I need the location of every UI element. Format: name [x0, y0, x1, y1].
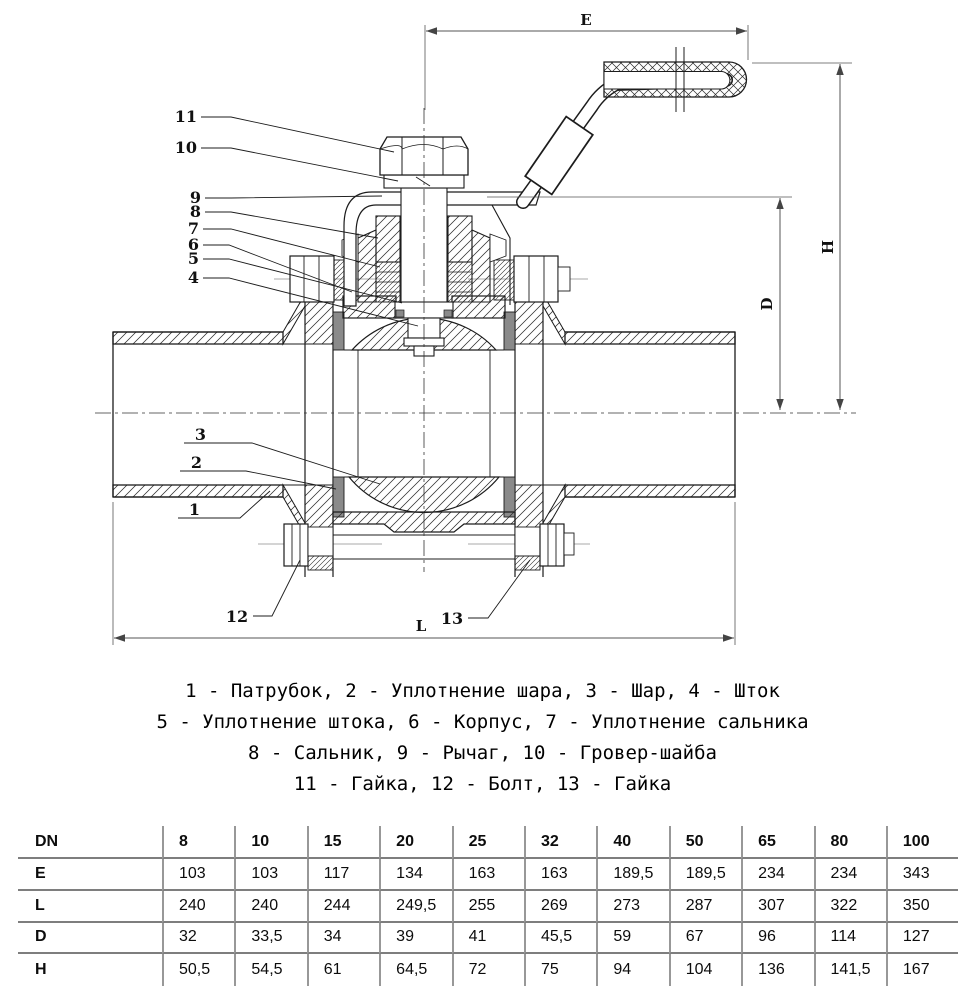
- table-cell: 163: [524, 859, 596, 891]
- table-cell: 94: [596, 954, 668, 986]
- table-cell: 114: [814, 923, 886, 955]
- table-cell: 322: [814, 891, 886, 923]
- table-cell: 39: [379, 923, 451, 955]
- callout-5: 5: [187, 249, 199, 268]
- table-cell: 244: [307, 891, 379, 923]
- table-cell: 33,5: [234, 923, 306, 955]
- callout-12: 12: [225, 607, 249, 626]
- row-label: L: [18, 891, 162, 923]
- table-cell: 234: [814, 859, 886, 891]
- column-header: 65: [741, 826, 813, 859]
- table-cell: 32: [162, 923, 234, 955]
- table-cell: 141,5: [814, 954, 886, 986]
- table-cell: 234: [741, 859, 813, 891]
- table-cell: 34: [307, 923, 379, 955]
- table-cell: 273: [596, 891, 668, 923]
- column-header: DN: [18, 826, 162, 859]
- dim-label-E: E: [580, 11, 592, 29]
- table-cell: 104: [669, 954, 741, 986]
- column-header: 15: [307, 826, 379, 859]
- row-label: D: [18, 923, 162, 955]
- legend-line-3: 8 - Сальник, 9 - Рычаг, 10 - Гровер-шайба: [248, 742, 717, 764]
- callout-11: 11: [174, 107, 197, 126]
- row-label: H: [35, 961, 47, 979]
- table-cell: 59: [596, 923, 668, 955]
- table-cell: 50,5: [162, 954, 234, 986]
- callout-9: 9: [189, 188, 201, 207]
- legend-line-2: 5 - Уплотнение штока, 6 - Корпус, 7 - Уплотнение сальника: [156, 711, 809, 733]
- legend-line-4: 11 - Гайка, 12 - Болт, 13 - Гайка: [293, 773, 672, 795]
- callout-2: 2: [190, 453, 202, 472]
- dim-label-D: D: [758, 297, 776, 311]
- dim-label-L: L: [415, 617, 427, 635]
- dimensions-table: [18, 826, 958, 986]
- callout-4: 4: [187, 268, 199, 287]
- table-cell: 117: [307, 859, 379, 891]
- table-cell: 287: [669, 891, 741, 923]
- callout-7: 7: [187, 219, 199, 238]
- dim-label-H: H: [819, 239, 837, 255]
- table-cell: 75: [524, 954, 596, 986]
- parts-legend: [0, 676, 965, 800]
- table-cell: 127: [886, 923, 958, 955]
- column-header: 20: [379, 826, 451, 859]
- table-cell: 343: [886, 859, 958, 891]
- table-cell: 103: [234, 859, 306, 891]
- table-cell: 240: [234, 891, 306, 923]
- table-cell: 103: [162, 859, 234, 891]
- column-header: 50: [669, 826, 741, 859]
- table-cell: 136: [741, 954, 813, 986]
- table-cell: 269: [524, 891, 596, 923]
- table-cell: 255: [452, 891, 524, 923]
- table-cell: 350: [886, 891, 958, 923]
- table-cell: 249,5: [379, 891, 451, 923]
- table-cell: 64,5: [379, 954, 451, 986]
- table-cell: 67: [669, 923, 741, 955]
- table-cell: 240: [162, 891, 234, 923]
- callout-8: 8: [189, 202, 201, 221]
- column-header: 40: [596, 826, 668, 859]
- table-cell: 96: [741, 923, 813, 955]
- handle-lever: [523, 47, 747, 202]
- table-cell: 45,5: [524, 923, 596, 955]
- table-cell: 72: [452, 954, 524, 986]
- table-cell: 41: [452, 923, 524, 955]
- table-cell: 307: [741, 891, 813, 923]
- row-label: E: [18, 859, 162, 891]
- table-cell: 54,5: [234, 954, 306, 986]
- column-header: 80: [814, 826, 886, 859]
- callout-13: 13: [440, 609, 464, 628]
- table-cell: 163: [452, 859, 524, 891]
- column-header: 25: [452, 826, 524, 859]
- column-header: 100: [886, 826, 958, 859]
- column-header: 8: [162, 826, 234, 859]
- table-cell: 189,5: [596, 859, 668, 891]
- table-cell: 167: [886, 954, 958, 986]
- callout-3: 3: [194, 425, 206, 444]
- callout-10: 10: [174, 138, 197, 157]
- callout-6: 6: [187, 235, 199, 254]
- table-cell: 61: [307, 954, 379, 986]
- column-header: 10: [234, 826, 306, 859]
- table-cell: 134: [379, 859, 451, 891]
- column-header: 32: [524, 826, 596, 859]
- callout-1: 1: [188, 500, 200, 519]
- legend-line-1: 1 - Патрубок, 2 - Уплотнение шара, 3 - Шар, 4 - Шток: [185, 680, 780, 702]
- table-cell: 189,5: [669, 859, 741, 891]
